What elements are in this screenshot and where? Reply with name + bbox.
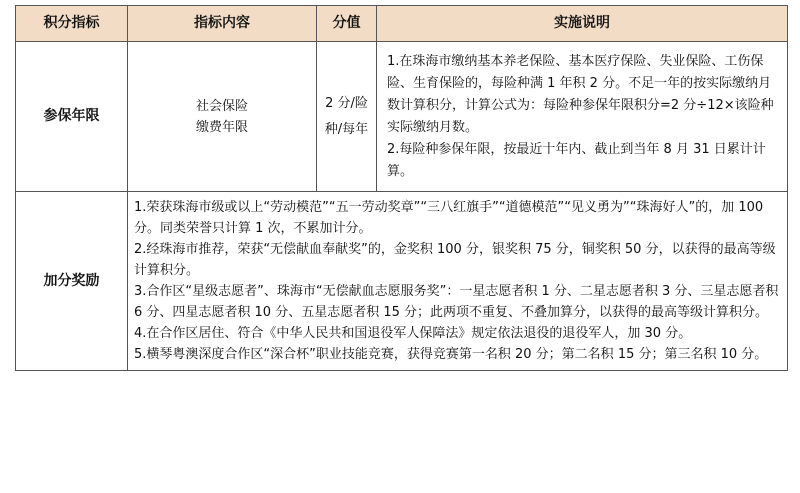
description-item: 2.每险种参保年限，按最近十年内、截止到当年 8 月 31 日累计计算。 [387, 141, 766, 179]
description-item: 5.横琴粤澳深度合作区“深合杯”职业技能竞赛，获得竞赛第一名积 20 分；第二名积 15 分；第三名积 10 分。 [134, 347, 768, 362]
score-line: 2 分/险 [325, 95, 368, 111]
points-table [15, 5, 788, 371]
description-item: 3.合作区“星级志愿者”、珠海市“无偿献血志愿服务奖”：一星志愿者积 1 分、二星志愿者积 3 分、三星志愿者积 6 分、四星志愿者积 10 分、五星志愿者积 15 分；此两项不重复、不叠加算分，以获得的最高等级计算积分。 [134, 284, 779, 320]
description-item: 1.荣获珠海市级或以上“劳动模范”“五一劳动奖章”“三八红旗手”“道德模范”“见义勇为”“珠海好人”的，加 100 分。同类荣誉只计算 1 次，不累加计分。 [134, 200, 764, 236]
content-line: 缴费年限 [195, 119, 248, 135]
description-item: 1.在珠海市缴纳基本养老保险、基本医疗保险、失业保险、工伤保险、生育保险的，每险种满 1 年积 2 分。不足一年的按实际缴纳月数计算积分，计算公式为：每险种参保年限积分=2 分÷12×该险种实际缴纳月数。 [387, 53, 774, 135]
table-row-insurance [16, 42, 788, 192]
header-description: 实施说明 [377, 6, 788, 42]
description-insurance [377, 42, 788, 192]
content-line: 社会保险 [195, 98, 248, 114]
category-insurance-years: 参保年限 [16, 42, 128, 192]
table-row-bonus [16, 192, 788, 371]
header-indicator: 积分指标 [16, 6, 128, 42]
description-item: 4.在合作区居住、符合《中华人民共和国退役军人保障法》规定依法退役的退役军人，加 30 分。 [134, 326, 692, 341]
category-bonus-awards: 加分奖励 [16, 192, 128, 371]
score-line: 种/每年 [324, 121, 369, 137]
description-item: 2.经珠海市推荐，荣获“无偿献血奉献奖”的，金奖积 100 分，银奖积 75 分，铜奖积 50 分，以获得的最高等级计算积分。 [134, 242, 776, 278]
description-bonus [128, 192, 788, 371]
header-content: 指标内容 [128, 6, 317, 42]
score-insurance [317, 42, 377, 192]
table-header-row [16, 6, 788, 42]
content-insurance [128, 42, 317, 192]
header-score: 分值 [317, 6, 377, 42]
